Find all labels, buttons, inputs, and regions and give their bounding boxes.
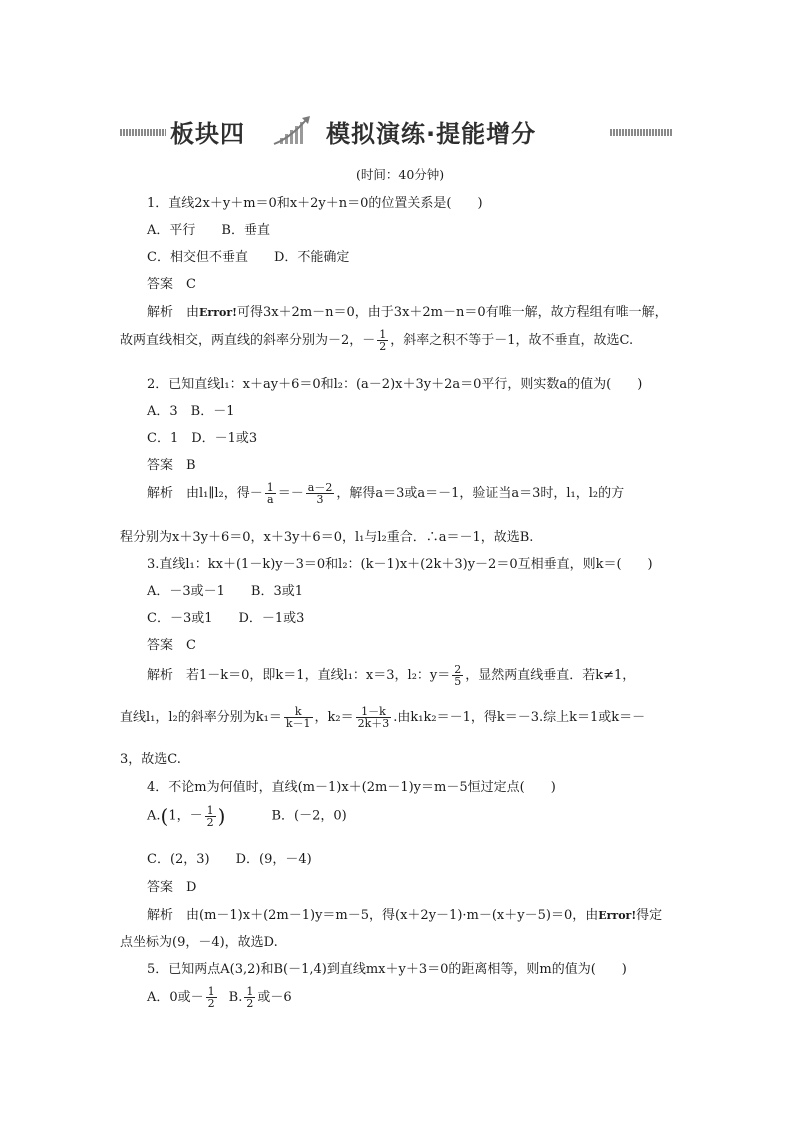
q3-stem: 3.直线l₁：kx＋(1－k)y－3＝0和l₂：(k－1)x＋(2k＋3)y－2＝0互相垂直，则k＝( ) [147,557,653,572]
q1-answer: 答案 C [147,277,196,292]
time-limit: (时间：40分钟) [356,167,445,182]
q2-analysis-line2: 程分别为x＋3y＋6＝0，x＋3y＋6＝0，l₁与l₂重合．∴a＝－1，故选B. [120,530,534,545]
header-title-part1: 板块四 [170,120,245,148]
q3-analysis-line3: 3，故选C. [120,752,181,767]
q4-options-cd: C．(2，3) D．(9，－4) [147,852,312,867]
fraction: $\frac{k}{k-1}$ [285,705,311,730]
fraction: $\frac{1}{2}$ [379,328,387,353]
fraction: $\frac{1}{2}$ [246,985,254,1010]
q4-options-ab: A.(1，－ $\frac{1}{2}$ ) B．(－2，0) [147,803,347,829]
q5-options-ab: A．0或－ $\frac{1}{2}$ B. $\frac{1}{2}$ 或－6 [147,985,292,1010]
q4-analysis-line1: 解析 由(m－1)x＋(2m－1)y＝m－5，得(x＋2y－1)·m－(x＋y－5)＝0，由Error!得定 [147,908,663,923]
q3-analysis-line2: 直线l₁，l₂的斜率分别为k₁＝ $\frac{k}{k-1}$ ，k₂＝ $\frac{1-k}{2k+3}$ .由k₁k₂＝－1，得k＝－3.综上k＝1或k＝－ [120,705,646,730]
q2-analysis-line1: 解析 由l₁∥l₂，得－ $\frac{1}{a}$ ＝－ $\frac{a-2}{3}$ ，解得a＝3或a＝－1，验证当a＝3时，l₁，l₂的方 [147,481,625,506]
q4-stem: 4．不论m为何值时，直线(m－1)x＋(2m－1)y＝m－5恒过定点( ) [147,780,556,795]
q1-options-ab: A．平行 B．垂直 [147,223,270,238]
q2-options-cd: C．1 D．－1或3 [147,431,258,446]
fraction: $\frac{1}{a}$ [266,481,274,506]
q1-options-cd: C．相交但不垂直 D．不能确定 [147,250,350,265]
q3-answer: 答案 C [147,638,196,653]
worksheet-page [120,112,680,1010]
error-marker: Error! [598,909,637,922]
header-decor-bar-right [610,129,672,136]
rising-chart-icon [266,112,322,148]
error-marker: Error! [199,306,237,319]
q3-analysis-line1: 解析 若1－k＝0，即k＝1，直线l₁：x＝3，l₂：y＝ $\frac{2}{5}$ ，显然两直线垂直．若k≠1， [147,663,636,688]
q2-options-ab: A．3 B．－1 [147,404,235,419]
header-title-part2: 模拟演练·提能增分 [326,120,537,148]
fraction: $\frac{1-k}{2k+3}$ [357,705,390,730]
section-header [120,112,680,182]
q3-options-cd: C．－3或1 D．－1或3 [147,611,305,626]
q4-analysis-line2: 点坐标为(9，－4)，故选D. [120,935,278,950]
q1-analysis-line1: 解析 由Error!可得3x＋2m－n＝0，由于3x＋2m－n＝0有唯一解，故方程组有唯一解， [147,305,668,320]
q5-stem: 5．已知两点A(3,2)和B(－1,4)到直线mx＋y＋3＝0的距离相等，则m的值为( ) [147,962,627,977]
q4-answer: 答案 D [147,880,197,895]
q1-stem: 1．直线2x＋y＋m＝0和x＋2y＋n＝0的位置关系是( ) [147,196,483,211]
fraction: $\frac{1}{2}$ [206,803,214,829]
q2-answer: 答案 B [147,458,196,473]
q1-analysis-line2: 故两直线相交，两直线的斜率分别为－2，－ $\frac{1}{2}$ ，斜率之积不等于－1，故不垂直，故选C. [120,328,634,353]
q3-options-ab: A．－3或－1 B．3或1 [147,584,304,599]
q2-stem: 2．已知直线l₁：x＋ay＋6＝0和l₂：(a－2)x＋3y＋2a＝0平行，则实数a的值为( ) [147,377,643,392]
header-decor-bar-left [120,129,166,136]
fraction: $\frac{2}{5}$ [454,663,462,688]
fraction: $\frac{1}{2}$ [207,985,215,1010]
fraction: $\frac{a-2}{3}$ [307,481,333,506]
